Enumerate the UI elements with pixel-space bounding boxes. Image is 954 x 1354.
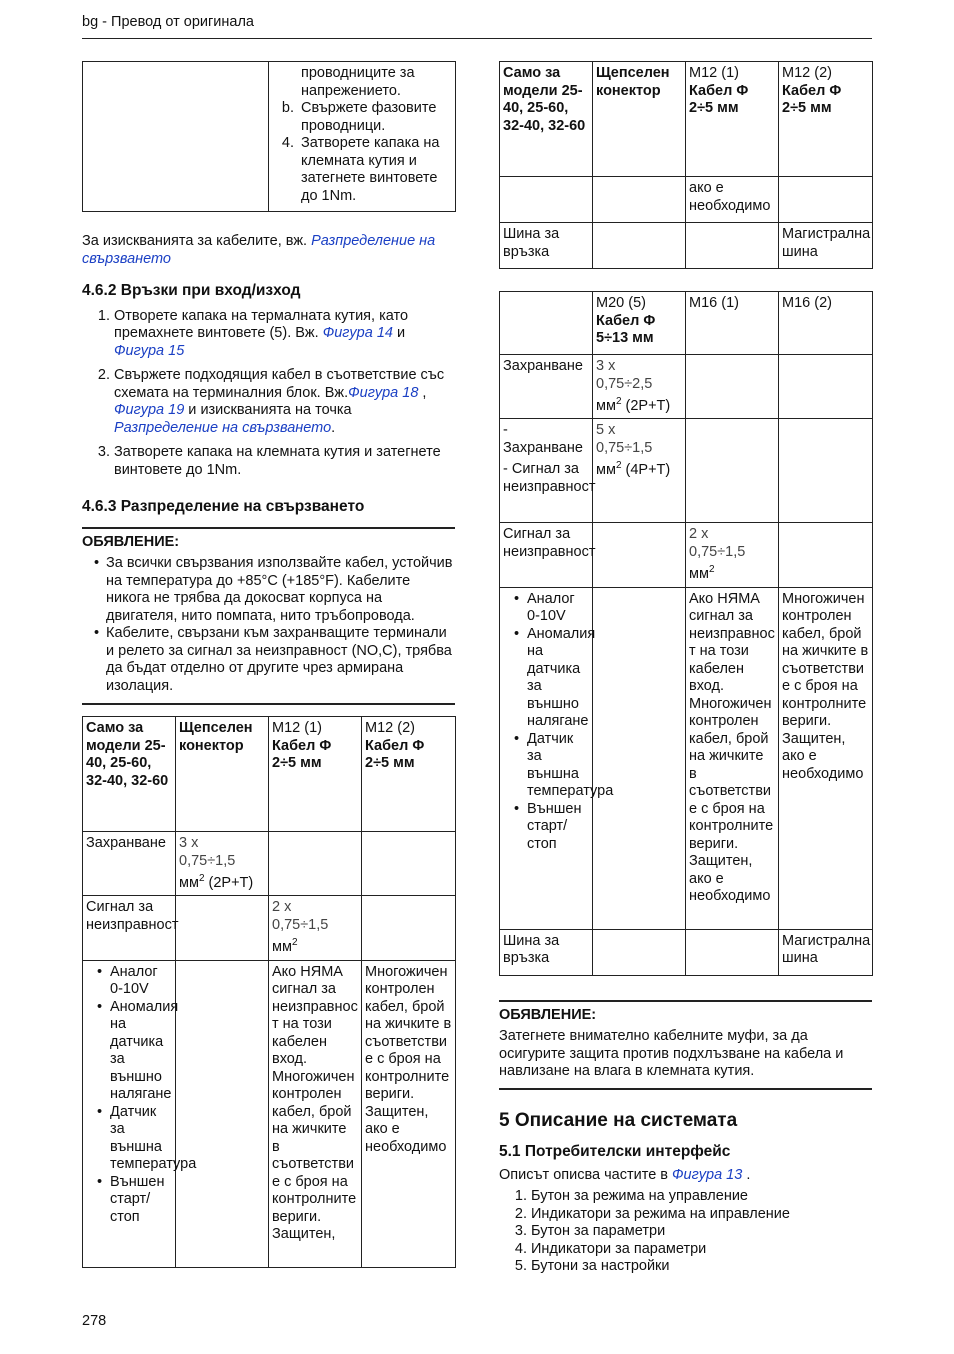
- notice-2-title: ОБЯВЛЕНИЕ:: [499, 1006, 597, 1023]
- step-4-mark: 4.: [281, 135, 294, 151]
- top-left-steps-cell: [269, 62, 456, 212]
- th-models: Само за модели 25-40, 25-60, 32-40, 32-60: [83, 717, 176, 832]
- step-1: 1. Отворете капака на термалната кутия, като премахнете винтовете (5). Вж. Фигура 14 и Фигура 15: [114, 308, 455, 361]
- section-5-1-title: 5.1 Потребителски интерфейс: [499, 1143, 731, 1161]
- notice-bullet: • За всички свързвания използвайте кабел, устойчив на температура до +85°C (+185°F). Кабелите никога не трябва да докосват корпуса на двигателя, нито помпата, нито тръбопровода.: [106, 555, 455, 625]
- cell-empty: [362, 896, 456, 960]
- cell-power-spec: 3 x 0,75÷2,5 $мм^2$ (2P+T): [593, 355, 686, 419]
- cell-empty: [593, 523, 686, 587]
- cable-req-link[interactable]: Разпределение на свързването: [82, 233, 436, 267]
- list-item: 4. Индикатори за параметри: [531, 1241, 872, 1259]
- notice-1-bullets: [82, 555, 455, 695]
- step-2: 2. Свържете подходящия кабел в съответствие със схемата на терминалния блок. Вж.Фигура 18 , Фигура 19 и изискванията на точка Разпределение на свързването.: [114, 367, 455, 437]
- cell-power-spec: 3 x 0,75÷1,5 $мм^2$ (2P+T): [176, 832, 269, 896]
- section-5-title: 5 Описание на системата: [499, 1109, 738, 1131]
- step-b-text: Свържете фазовите проводници.: [301, 100, 437, 134]
- right-column: [499, 61, 872, 1276]
- cable-requirements: [82, 233, 455, 268]
- link-figure-13[interactable]: Фигура 13: [672, 1166, 743, 1183]
- cell-power-fault-spec: 5 x 0,75÷1,5 $мм^2$ (4P+T): [593, 419, 686, 523]
- section-4-6-2-steps: [82, 308, 455, 480]
- notice-1-title: ОБЯВЛЕНИЕ:: [82, 533, 180, 550]
- th-m12-2: M12 (2) Кабел Φ 2÷5 мм: [779, 62, 873, 177]
- cell-fault-signal: Сигнал за неизправност: [500, 523, 593, 587]
- header-lang: bg: [82, 14, 99, 30]
- cell-fault-spec: 2 x 0,75÷1,5 $мм^2$: [686, 523, 779, 587]
- cell-empty: [779, 355, 873, 419]
- cell-fault-signal: Сигнал за неизправност: [83, 896, 176, 960]
- cell-fault-spec: 2 x 0,75÷1,5 $мм^2$: [269, 896, 362, 960]
- notice-2-text: Затегнете внимателно кабелните муфи, за да осигурите защита против подхлъзване на кабела и навлизане на влага в клемната кутия.: [499, 1028, 844, 1080]
- cell-empty: [593, 223, 686, 269]
- th-m16-2: M16 (2): [779, 292, 873, 355]
- section-4-6-3-title: 4.6.3 Разпределение на свързването: [82, 498, 365, 515]
- cell-m16-1-note: Ако НЯМА сигнал за неизправност на този кабелен вход. Многожичен контролен кабел, брой на жичките в съответствие с броя на контролните вериги. Защитен, ако е необходимо: [686, 587, 779, 929]
- link-figure-15[interactable]: Фигура 15: [114, 342, 185, 359]
- cell-trunk-bus: Магистрална шина: [779, 929, 873, 975]
- cell-empty: [779, 419, 873, 523]
- link-figure-19[interactable]: Фигура 19: [114, 402, 185, 418]
- step-3: 3. Затворете капака на клемната кутия и затегнете винтовете до 1Nm.: [114, 444, 455, 479]
- list-item: 1. Бутон за режима на управление: [531, 1188, 872, 1206]
- notice-bullet: • Кабелите, свързани към захранващите терминали и релето за сигнал за неизправност (NO,C), трябва да бъдат отделно от другите чрез армирана изолация.: [106, 625, 455, 695]
- list-item: 2. Индикатори за режима на иправление: [531, 1206, 872, 1224]
- section-4-6-2-title: 4.6.2 Връзки при вход/изход: [82, 282, 301, 299]
- list-item: 3. Бутон за параметри: [531, 1223, 872, 1241]
- th-m20: M20 (5) Кабел Φ 5÷13 мм: [593, 292, 686, 355]
- cell-bus: Шина за връзка: [500, 929, 593, 975]
- cell-empty: [593, 929, 686, 975]
- list-item: 5. Бутони за настройки: [531, 1258, 872, 1276]
- step-4: [274, 135, 452, 205]
- header-title: - Превод от оригинала: [102, 14, 254, 30]
- cell-empty: [500, 292, 593, 355]
- step-b: [274, 100, 452, 135]
- th-models: Само за модели 25-40, 25-60, 32-40, 32-60: [500, 62, 593, 177]
- cell-empty: [500, 177, 593, 223]
- link-figure-14[interactable]: Фигура 14: [322, 325, 393, 341]
- cell-m16-2-note: Многожичен контролен кабел, брой на жичките в съответствие с броя на контролните вериги. Защитен, ако е необходимо: [779, 587, 873, 929]
- cell-empty: [362, 832, 456, 896]
- left-column: [82, 61, 455, 1268]
- signals-list: • Аналог 0-10V • Аномалия на датчика за външно налягане • Датчик за външна температура • Външен старт/стоп: [503, 591, 589, 854]
- cell-signals: [500, 587, 614, 929]
- cell-power-fault: - Захранване - Сигнал за неизправност: [500, 419, 593, 523]
- cell-bus: Шина за връзка: [500, 223, 593, 269]
- cell-empty: [686, 929, 779, 975]
- cell-empty: [176, 896, 269, 960]
- notice-2: [499, 1000, 872, 1081]
- th-m12-1: M12 (1) Кабел Φ 2÷5 мм: [269, 717, 362, 832]
- cell-empty: [176, 960, 269, 1267]
- cell-if-needed: ако е необходимо: [686, 177, 779, 223]
- cell-empty: [686, 355, 779, 419]
- cell-empty: [269, 832, 362, 896]
- cell-empty: [779, 523, 873, 587]
- cell-signals: [83, 960, 197, 1267]
- cell-m12-1-note: Ако НЯМА сигнал за неизправност на този кабелен вход. Многожичен контролен кабел, брой на жичките в съответствие с броя на контролните вериги. Защитен,: [269, 960, 362, 1267]
- notice-1: [82, 527, 455, 696]
- cell-empty: [686, 419, 779, 523]
- th-plug: Щепселен конектор: [593, 62, 686, 177]
- th-plug: Щепселен конектор: [176, 717, 269, 832]
- cell-empty: [593, 177, 686, 223]
- section-5-1-intro: Описът описва частите в Фигура 13 .: [499, 1166, 751, 1183]
- page-number: 278: [82, 1313, 107, 1329]
- link-figure-18[interactable]: Фигура 18: [348, 384, 419, 401]
- connection-table-right-2: [499, 291, 873, 976]
- step-b-mark: b.: [281, 100, 294, 116]
- ui-parts-list: [499, 1188, 872, 1276]
- notice-1-bottom-rule: [82, 703, 455, 705]
- cont-text: проводниците за напрежението.: [301, 65, 415, 99]
- connection-table-left: [82, 716, 456, 1268]
- cell-trunk-bus: Магистрална шина: [779, 223, 873, 269]
- cell-empty: [686, 223, 779, 269]
- th-m16-1: M16 (1): [686, 292, 779, 355]
- connection-table-right-1: [499, 61, 873, 269]
- step-4-text: Затворете капака на клемната кутия и затегнете винтовете до 1Nm.: [301, 135, 440, 204]
- notice-2-bottom-rule: [499, 1088, 872, 1090]
- cell-empty: [593, 587, 686, 929]
- cell-power: Захранване: [500, 355, 593, 419]
- cell-power: Захранване: [83, 832, 176, 896]
- cell-m12-2-note: Многожичен контролен кабел, брой на жичките в съответствие с броя на контролните вериги. Защитен, ако е необходимо: [362, 960, 456, 1267]
- cell-empty: [779, 177, 873, 223]
- cable-req-text: За изискванията за кабелите, вж.: [82, 233, 312, 249]
- link-distribution[interactable]: Разпределение на свързването: [114, 419, 332, 436]
- top-left-table: [82, 61, 456, 212]
- running-header: [82, 14, 872, 39]
- th-m12-2: M12 (2) Кабел Φ 2÷5 мм: [362, 717, 456, 832]
- th-m12-1: M12 (1) Кабел Φ 2÷5 мм: [686, 62, 779, 177]
- top-left-empty-cell: [83, 62, 269, 212]
- signals-list: • Аналог 0-10V • Аномалия на датчика за външно налягане • Датчик за външна температура • Външен старт/стоп: [86, 964, 172, 1227]
